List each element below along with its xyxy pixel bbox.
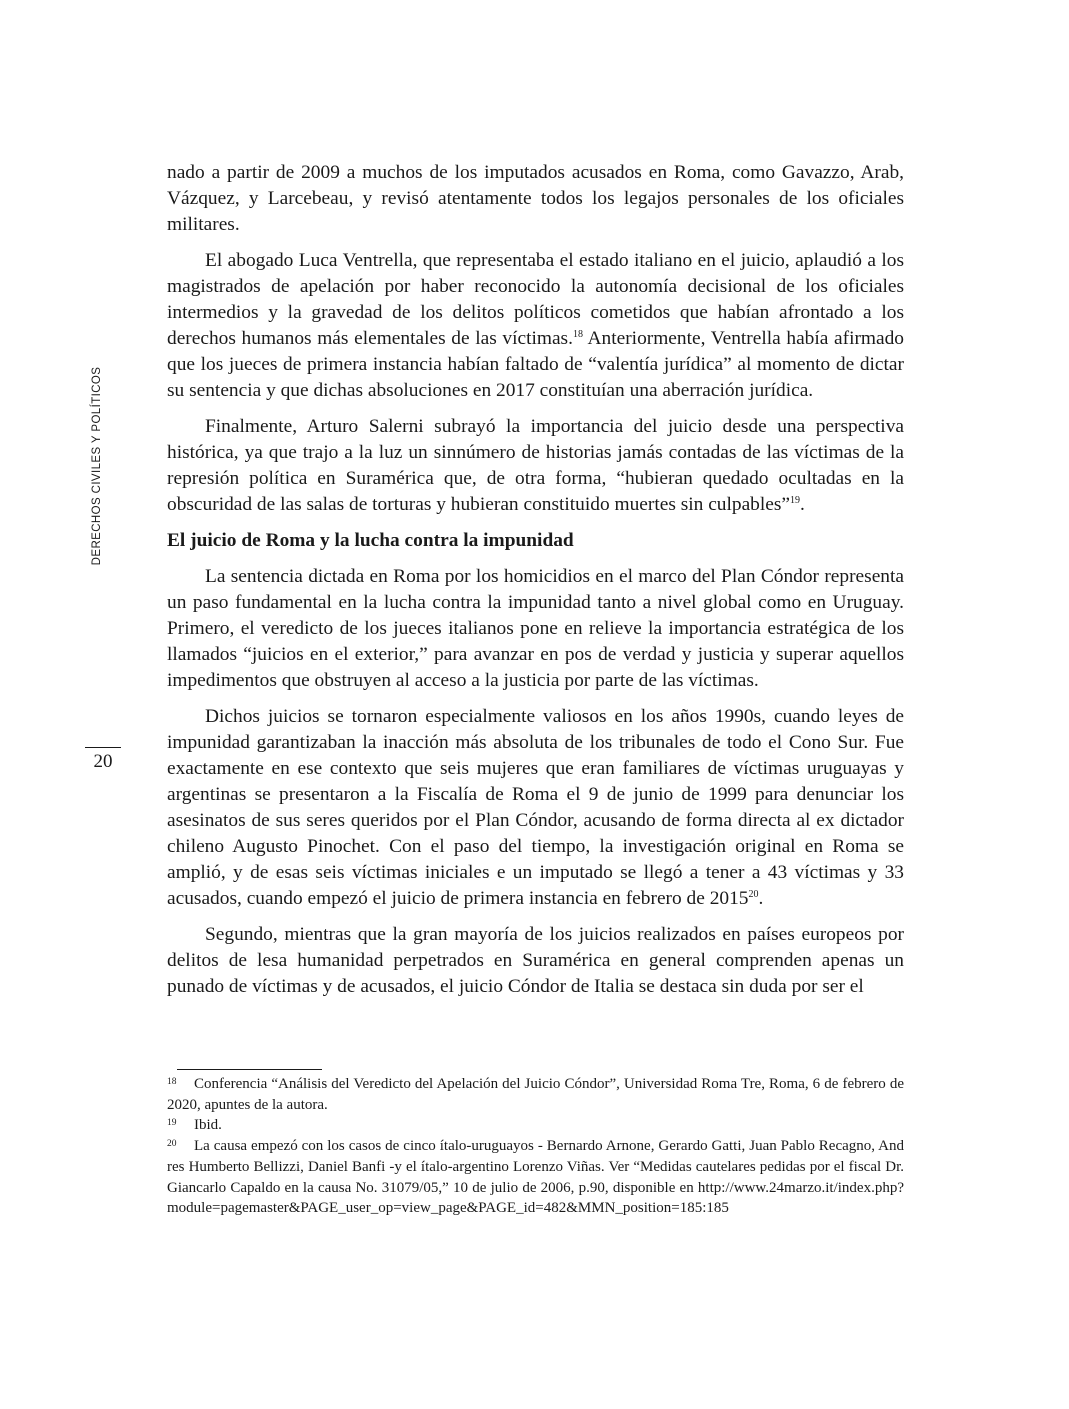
paragraph-text: . [758, 888, 764, 909]
footnote-18: 18 Conferencia “Análisis del Veredicto del Apelación del Juicio Cóndor”, Universidad Roma Tre, Roma, 6 de febrero de 2020, apuntes de la autora. [167, 1076, 904, 1113]
paragraph-sentencia: La sentencia dictada en Roma por los homicidios en el marco del Plan Cóndor representa un paso fundamental en la lucha contra la impunidad tanto a nivel global como en Uruguay. Primero, el veredicto de los jueces italianos pone en relieve la importancia estratégica de los llamados “juicios en el exterior,” para avanzar en pos de verdad y justicia y superar aquellos impedimentos que obstruyen al acceso a la justicia por parte de las víctimas. [167, 566, 904, 691]
paragraph-juicios-exterior [167, 704, 904, 912]
page-number: 20 [93, 751, 113, 772]
footnote-text: Conferencia “Análisis del Veredicto del Apelación del Juicio Cóndor”, Universidad Roma Tre, Roma, 6 de febrero de 2020, apuntes de la autora. [167, 1076, 904, 1113]
footnote-separator [177, 1069, 322, 1070]
paragraph-text: Finalmente, Arturo Salerni subrayó la importancia del juicio desde una perspectiva histórica, ya que trajo a la luz un sinnúmero de historias jamás contadas de las víctimas de la represión política en Suramérica que, de otra forma, “hubieran quedado ocultadas en la obscuridad de las salas de torturas y hubieran constituido muertes sin culpables” [167, 416, 904, 515]
section-heading: El juicio de Roma y la lucha contra la impunidad [167, 530, 574, 551]
footnote-text: Ibid. [194, 1117, 222, 1134]
paragraph-text: El abogado Luca Ventrella, que representaba el estado italiano en el juicio, aplaudió a los magistrados de apelación por haber reconocido la autonomía decisional de los oficiales intermedios y la gravedad de los delitos políticos cometidos que habían afrontado a los derechos humanos más elementales de las víctimas. [167, 250, 904, 349]
footnote-text: La causa empezó con los casos de cinco ítalo-uruguayos - Bernardo Arnone, Gerardo Gatti, Juan Pablo Recagno, Andres Humberto Bellizzi, Daniel Banfi -y el ítalo-argentino Lorenzo Viñas. Ver “Medidas cautelares pedidas por el fiscal Dr. Giancarlo Capaldo en la causa No. 31079/05,” 10 de julio de 2006, p.90, disponible en http://www.24marzo.it/index.php?module=pagemaster&PAGE_user_op=view_page&PAGE_id=482&MMN_position=185:185 [167, 1138, 904, 1217]
footnotes [167, 1074, 904, 1219]
body-text [167, 160, 904, 1010]
paragraph-text: . [800, 494, 805, 515]
footnote-ref[interactable]: 18 [572, 329, 583, 340]
running-side-label: DERECHOS CIVILES Y POLÍTICOS [91, 366, 103, 566]
paragraph-text: Dichos juicios se tornaron especialmente valiosos en los años 1990s, cuando leyes de impunidad garantizaban la inacción más absoluta de los tribunales de todo el Cono Sur. Fue exactamente en ese contexto que seis mujeres que eran familiares de víctimas uruguayas y argentinas se presentaron a la Fiscalía de Roma el 9 de junio de 1999 para denunciar los asesinatos de sus seres queridos por el Plan Cóndor, acusando de forma directa al ex dictador chileno Augusto Pinochet. Con el paso del tiempo, la investigación original en Roma se amplió, y de esas seis víctimas iniciales e un imputado se llegó a tener a 43 víctimas y 33 acusados, cuando empezó el juicio de primera instancia en febrero de 2015 [167, 706, 904, 909]
paragraph-segundo: Segundo, mientras que la gran mayoría de los juicios realizados en países europeos por delitos de lesa humanidad perpetrados en Suramérica en general comprenden apenas un punado de víctimas y de acusados, el juicio Cóndor de Italia se destaca sin duda por ser el [167, 924, 904, 997]
paragraph-text: Anteriormente, Ventrella había afirmado que los jueces de primera instancia habían faltado de “valentía jurídica” al momento de dictar su sentencia y que dichas absoluciones en 2017 constituían una aberración jurídica. [167, 328, 904, 401]
page-number-rule [85, 747, 121, 748]
footnote-20: 20 La causa empezó con los casos de cinco ítalo-uruguayos - Bernardo Arnone, Gerardo Gatti, Juan Pablo Recagno, Andres Humberto Bellizzi, Daniel Banfi -y el ítalo-argentino Lorenzo Viñas. Ver “Medidas cautelares pedidas por el fiscal Dr. Giancarlo Capaldo en la causa No. 31079/05,” 10 de julio de 2006, p.90, disponible en http://www.24marzo.it/index.php?module=pagemaster&PAGE_user_op=view_page&PAGE_id=482&MMN_position=185:185 [167, 1138, 904, 1217]
paragraph-ventrella [167, 248, 904, 404]
footnote-19: 19 Ibid. [167, 1117, 222, 1134]
footnote-ref[interactable]: 19 [790, 495, 801, 506]
paragraph-salerni [167, 414, 904, 518]
paragraph-continued: nado a partir de 2009 a muchos de los imputados acusados en Roma, como Gavazzo, Arab, Vázquez, y Larcebeau, y revisó atentamente todos los legajos personales de los oficiales militares. [167, 162, 904, 235]
footnote-ref[interactable]: 20 [748, 889, 759, 900]
